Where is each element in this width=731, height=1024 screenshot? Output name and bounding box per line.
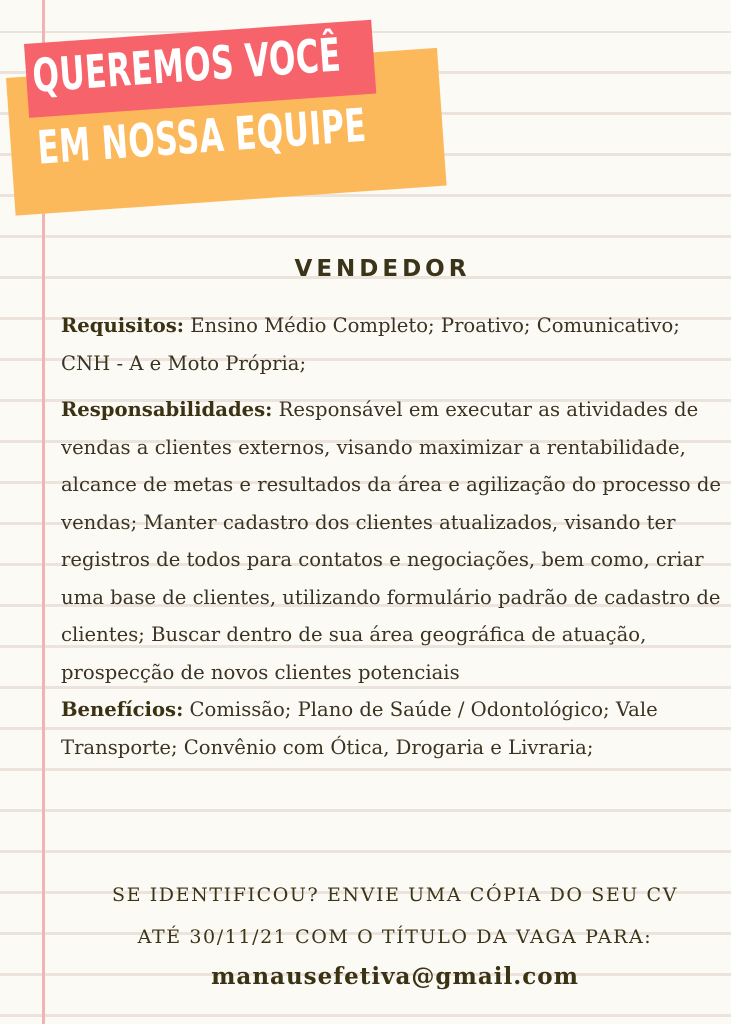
- requirements-text: Ensino Médio Completo; Proativo; Comunicativo; CNH - A e Moto Própria;: [61, 314, 680, 375]
- cta-line-1: SE IDENTIFICOU? ENVIE UMA CÓPIA DO SEU CV: [111, 884, 679, 906]
- job-description: [61, 307, 721, 766]
- requirements-label: Requisitos:: [61, 314, 184, 337]
- responsibilities-text: Responsável em executar as atividades de vendas a clientes externos, visando maximizar a rentabilidade, alcance de metas e resultados da área e agilização do processo de vendas; Manter cadastro dos clientes atualizados, visando ter registros de todos para contatos e negociações, bem como, criar uma base de clientes, utilizando formulário padrão de cadastro de clientes; Buscar dentro de sua área geográfica de atuação, prospecção de novos clientes potenciais: [61, 398, 721, 684]
- cta-line-2: ATÉ 30/11/21 COM O TÍTULO DA VAGA PARA:: [137, 926, 653, 948]
- benefits-paragraph: [61, 691, 721, 766]
- contact-email[interactable]: manausefetiva@gmail.com: [211, 963, 579, 990]
- responsibilities-paragraph: [61, 391, 721, 691]
- benefits-label: Benefícios:: [61, 698, 184, 721]
- job-title: VENDEDOR: [294, 256, 471, 282]
- benefits-text: Comissão; Plano de Saúde / Odontológico; Vale Transporte; Convênio com Ótica, Drogaria e Livraria;: [61, 698, 658, 759]
- headline-line-1: QUEREMOS VOCÊ: [30, 27, 343, 103]
- headline: [30, 17, 369, 184]
- responsibilities-label: Responsabilidades:: [61, 398, 273, 421]
- requirements-paragraph: [61, 307, 721, 382]
- headline-line-2: EM NOSSA EQUIPE: [35, 97, 368, 175]
